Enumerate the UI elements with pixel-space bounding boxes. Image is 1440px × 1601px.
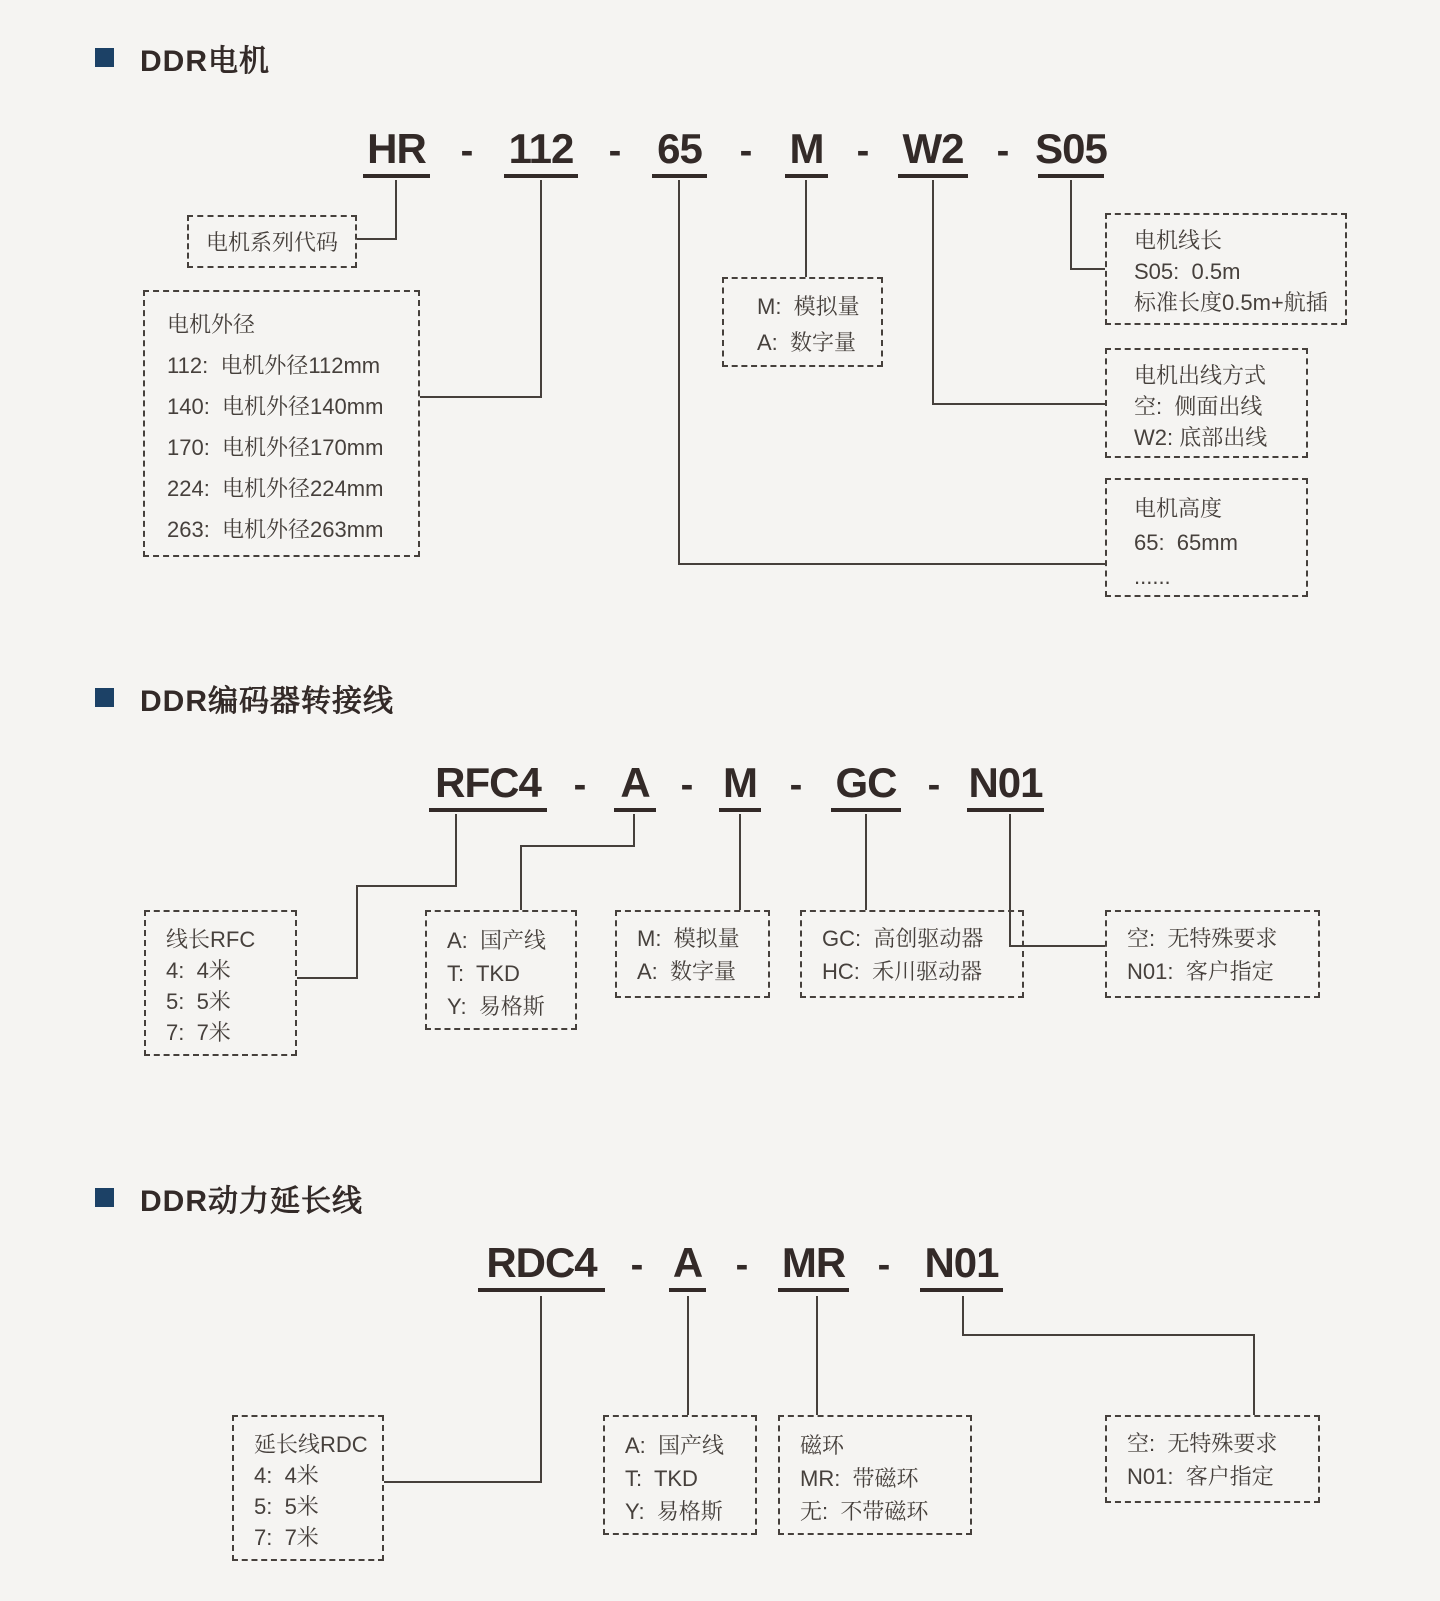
connector [384,1481,542,1483]
box-line: 7: 7米 [166,1020,231,1045]
box-line: 170: 电机外径170mm [167,435,384,460]
code-separator: - [735,1243,749,1286]
box-magnet-ring [778,1415,972,1535]
connector [687,1296,689,1415]
box-line: 电机线长 [1134,228,1223,253]
connector [739,814,741,910]
box-signal-type [615,910,770,998]
code-part: M [785,122,828,178]
connector [816,1296,818,1415]
code-separator: - [630,1243,644,1286]
code-separator: - [680,763,694,806]
box-line: 空: 侧面出线 [1134,394,1263,419]
code-part: N01 [920,1236,1003,1292]
connector [420,396,542,398]
connector [678,563,1105,565]
box-wire-brand [603,1415,757,1535]
box-line: A: 数字量 [637,959,737,984]
section-bullet-icon [95,1188,114,1207]
connector [540,1296,542,1483]
code-part: A [669,1236,706,1292]
box-line: 224: 电机外径224mm [167,476,384,501]
code-separator: - [877,1243,891,1286]
code-part: RFC4 [429,756,547,812]
box-line: 延长线RDC [254,1432,368,1457]
code-part: S05 [1038,122,1104,178]
box-motor-height [1105,478,1308,597]
box-special-request [1105,910,1320,998]
box-extension-cable-rdc [232,1415,384,1561]
box-line: M: 模拟量 [637,926,740,951]
box-line: 4: 4米 [254,1463,319,1488]
connector [357,238,397,240]
box-line: 4: 4米 [166,958,231,983]
box-cable-length-rfc [144,910,297,1056]
connector [932,180,934,405]
box-line: 65: 65mm [1134,530,1238,555]
box-line: Y: 易格斯 [447,994,545,1019]
code-separator: - [789,763,803,806]
connector [865,814,867,910]
connector [540,180,542,398]
section-title-encoder-cable: DDR编码器转接线 [140,685,394,718]
box-line: 磁环 [800,1433,845,1458]
section-bullet-icon [95,48,114,67]
connector [1253,1334,1255,1415]
box-line: HC: 禾川驱动器 [822,959,983,984]
code-part: GC [831,756,901,812]
code-separator: - [856,129,870,172]
code-part: 112 [504,122,578,178]
connector [805,180,807,277]
box-wire-brand [425,910,577,1030]
code-separator: - [996,129,1010,172]
box-line: M: 模拟量 [757,294,860,319]
connector [297,977,358,979]
code-separator: - [608,129,622,172]
connector [395,180,397,240]
box-motor-outlet-style [1105,348,1308,458]
code-separator: - [573,763,587,806]
box-line: S05: 0.5m [1134,259,1241,284]
code-part: MR [778,1236,849,1292]
code-part: W2 [898,122,968,178]
box-motor-series-code [187,215,357,268]
box-line: MR: 带磁环 [800,1466,919,1491]
box-line: GC: 高创驱动器 [822,926,984,951]
box-line: 电机外径 [167,312,256,337]
box-line: 电机出线方式 [1134,363,1267,388]
box-line: 5: 5米 [254,1494,319,1519]
box-line: 电机系列代码 [205,230,338,255]
box-line: N01: 客户指定 [1127,1464,1274,1489]
connector [962,1296,964,1336]
connector [356,885,358,979]
code-part: A [614,756,656,812]
code-part: N01 [967,756,1044,812]
connector [633,814,635,847]
box-line: 140: 电机外径140mm [167,394,384,419]
box-line: 5: 5米 [166,989,231,1014]
code-separator: - [460,129,474,172]
code-separator: - [739,129,753,172]
box-line: Y: 易格斯 [625,1499,723,1524]
box-line: 无: 不带磁环 [800,1499,929,1524]
code-part: 65 [652,122,707,178]
code-separator: - [927,763,941,806]
connector [356,885,457,887]
box-signal-type [722,277,883,367]
box-line: 7: 7米 [254,1525,319,1550]
box-line: N01: 客户指定 [1127,959,1274,984]
connector [962,1334,1255,1336]
connector [1070,268,1105,270]
box-line: 标准长度0.5m+航插 [1134,290,1328,315]
box-line: 空: 无特殊要求 [1127,1431,1278,1456]
box-line: 电机高度 [1134,496,1223,521]
section-title-motor: DDR电机 [140,45,270,78]
box-line: T: TKD [625,1466,698,1491]
box-line: 112: 电机外径112mm [167,353,381,378]
box-line: W2: 底部出线 [1134,425,1268,450]
connector [932,403,1105,405]
box-line: A: 国产线 [625,1433,725,1458]
box-motor-outer-diameter [143,290,420,557]
box-line: A: 国产线 [447,928,547,953]
box-line: ...... [1134,564,1171,589]
box-driver-type [800,910,1024,998]
connector [678,180,680,565]
box-line: T: TKD [447,961,520,986]
connector [520,845,522,910]
code-part: RDC4 [478,1236,605,1292]
box-special-request [1105,1415,1320,1503]
box-motor-cable-length [1105,213,1347,325]
connector [520,845,635,847]
code-part: HR [363,122,430,178]
box-line: 线长RFC [166,927,256,952]
box-line: 空: 无特殊要求 [1127,926,1278,951]
section-title-power-cable: DDR动力延长线 [140,1185,363,1218]
box-line: 263: 电机外径263mm [167,517,384,542]
code-part: M [719,756,761,812]
connector [455,814,457,887]
connector [1070,180,1072,270]
box-line: A: 数字量 [757,330,857,355]
section-bullet-icon [95,688,114,707]
